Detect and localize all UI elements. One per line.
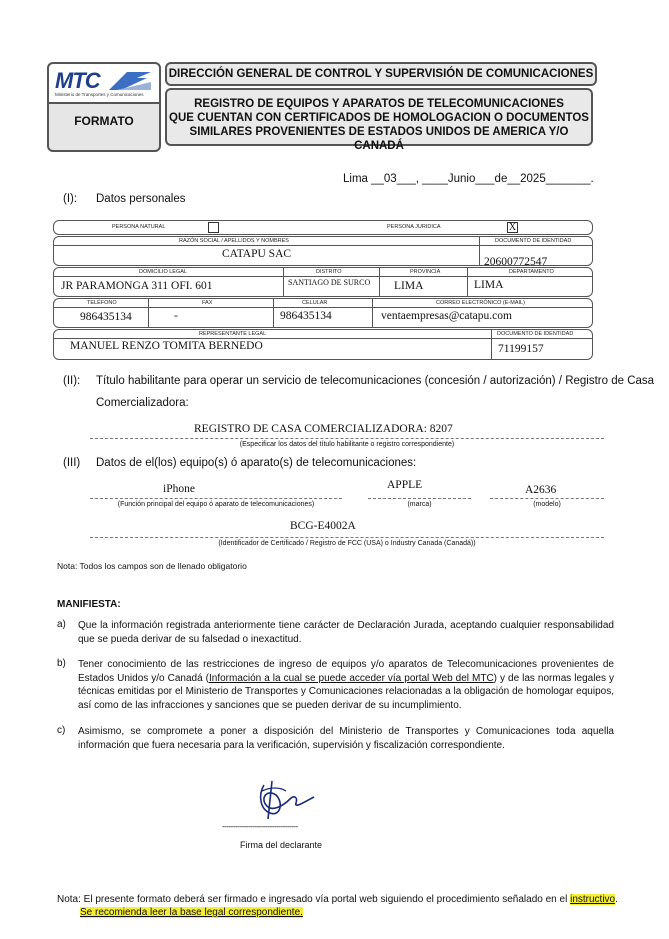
mtc-portal-link[interactable]: Información a la cual se puede acceder vía portal Web del MTC [208,672,494,684]
modelo-value[interactable]: A2636 [525,484,557,496]
signature-label: Firma del declarante [240,840,323,850]
persona-juridica-checkbox[interactable]: X [508,222,517,233]
provincia-value[interactable]: LIMA [394,280,424,292]
date-line: Lima __03___, ____Junio___de__2025_______. [343,173,594,185]
marca-value[interactable]: APPLE [387,479,423,491]
manifiesta-title: MANIFIESTA: [57,599,121,610]
celular-value[interactable]: 986435134 [280,310,332,322]
rep-documento-label: DOCUMENTO DE IDENTIDAD [497,331,574,337]
domicilio-value[interactable]: JR PARAMONGA 311 OFI. 601 [61,280,213,292]
divider [479,245,592,246]
base-legal-note[interactable] [80,907,303,918]
razon-social-label: RAZÓN SOCIAL / APELLIDOS Y NOMBRES [179,238,289,244]
contacto-row [53,298,593,328]
celular-label: CELULAR [302,300,328,306]
titulo-habilitante-caption: (Especificar los datos del título habilitante o registro correspondiente) [239,441,455,448]
marca-caption: (marca) [407,501,432,508]
item-b-pre: Tener conocimiento de las restricciones de ingreso de equipos y/o aparatos de Telecomunicaciones provenientes de Estados Unidos y/o Canadá ( [78,659,614,684]
funcion-line [90,498,342,499]
distrito-value[interactable]: SANTIAGO DE SURCO [288,278,371,287]
telefono-value[interactable]: 986435134 [80,311,132,323]
divider [54,276,592,277]
persona-row [53,220,593,235]
modelo-line [490,498,604,499]
section-2-title-line-1: Título habilitante para operar un servicio de telecomunicaciones (concesión / autorización) / Registro de Casa [96,375,655,387]
fax-label: FAX [202,300,213,306]
provincia-label: PROVINCIA [410,269,441,275]
item-b-post: ) y de las normas legales y técnicas emitidas por el Ministerio de Transportes y Comunicaciones relacionadas a la obligación de homologar equipos, así como de las infracciones y sanciones que se pueden derivar de su incumplimiento. [78,672,614,711]
section-3-number: (III) [63,457,81,469]
item-a-text: Que la información registrada anteriormente tiene carácter de Declaración Jurada, aceptando cualquier responsabilidad que se pueda derivar de su falsedad o inexactitud. [78,620,614,645]
section-3-title: Datos de el(los) equipo(s) ó aparato(s) de telecomunicaciones: [96,457,417,469]
direccion-title: DIRECCIÓN GENERAL DE CONTROL Y SUPERVISIÓN DE COMUNICACIONES [165,62,597,86]
razon-social-value[interactable]: CATAPU SAC [222,248,292,260]
logo-text: MTC [55,68,100,93]
section-1-title: Datos personales [96,193,186,205]
base-legal-link[interactable]: Se recomienda leer la base legal correspondiente. [80,907,303,918]
departamento-value[interactable]: LIMA [474,279,504,291]
documento-label: DOCUMENTO DE IDENTIDAD [495,238,572,244]
registro-title [165,88,593,152]
divider [467,268,468,296]
funcion-value[interactable]: iPhone [163,483,195,495]
titulo-habilitante-line [90,438,604,439]
documento-value[interactable]: 20600772547 [484,256,548,268]
rep-documento-value[interactable]: 71199157 [498,343,544,355]
divider [479,237,480,265]
divider [491,330,492,359]
section-2-number: (II): [63,375,81,387]
persona-natural-checkbox[interactable] [208,222,219,233]
signature-line: ----------------------------------- [222,822,298,831]
section-2-title-line-2: Comercializadora: [96,397,189,409]
modelo-caption: (modelo) [533,501,561,508]
divider [148,299,149,327]
footer-note-pre: Nota: El presente formato deberá ser firmado e ingresado vía portal web siguiendo el procedimiento señalado en el [57,894,571,905]
representante-label: REPRESENTANTE LEGAL [199,331,267,337]
domicilio-label: DOMICILIO LEGAL [139,269,187,275]
item-c-text: Asimismo, se compromete a poner a disposición del Ministerio de Transportes y Comunicaciones toda aquella información que fuera necesaria para la verificación, supervisión y fiscalización correspondiente. [78,726,614,751]
divider [273,299,274,327]
divider [379,268,380,296]
marca-line [368,498,471,499]
section-1-number: (I): [63,193,78,205]
divider [54,307,592,308]
certificado-line [90,537,604,538]
footer-note-post: . [615,894,618,905]
certificado-value[interactable]: BCG-E4002A [290,520,356,532]
handwritten-signature [250,775,320,825]
registro-line-2: QUE CUENTAN CON CERTIFICADOS DE HOMOLOGACION O DOCUMENTOS [169,112,589,124]
item-b-text [78,658,614,712]
correo-label: CORREO ELECTRÓNICO (E-MAIL) [436,300,525,306]
telefono-label: TELÉFONO [87,300,117,306]
divider [372,299,373,327]
footer-note [57,894,618,905]
mtc-logo [49,64,159,104]
funcion-caption: (Función principal del equipo ó aparato de telecomunicaciones) [117,501,315,508]
divider [283,268,284,296]
persona-juridica-label: PERSONA JURIDICA [387,224,441,230]
titulo-habilitante-value[interactable]: REGISTRO DE CASA COMERCIALIZADORA: 8207 [194,423,453,435]
logo-box [47,62,161,152]
item-c-label: c) [57,725,66,736]
certificado-caption: (Identificador de Certificado / Registro de FCC (USA) o Industry Canada (Canadá)) [218,540,476,547]
logo-subtitle: Ministerio de Transportes y Comunicaciones [55,92,144,97]
registro-line-3: SIMILARES PROVENIENTES DE ESTADOS UNIDOS DE AMERICA Y/O CANADÁ [189,126,569,152]
persona-natural-label: PERSONA NATURAL [112,224,166,230]
item-a-label: a) [57,619,66,630]
logo-swoosh-icon [107,70,153,92]
instructivo-link[interactable]: instructivo [570,894,616,905]
departamento-label: DEPARTAMENTO [509,269,554,275]
item-b-label: b) [57,658,66,669]
representante-row [53,329,593,360]
fax-value[interactable]: - [174,310,178,322]
distrito-label: DISTRITO [316,269,342,275]
representante-value[interactable]: MANUEL RENZO TOMITA BERNEDO [70,340,263,352]
razon-social-row [53,236,593,266]
formato-label: FORMATO [74,114,134,128]
domicilio-row [53,267,593,297]
nota-obligatorio: Nota: Todos los campos son de llenado obligatorio [57,561,247,571]
correo-value[interactable]: ventaempresas@catapu.com [381,310,512,322]
divider [54,338,592,339]
registro-line-1: REGISTRO DE EQUIPOS Y APARATOS DE TELECOMUNICACIONES [194,98,564,110]
divider [54,245,479,246]
